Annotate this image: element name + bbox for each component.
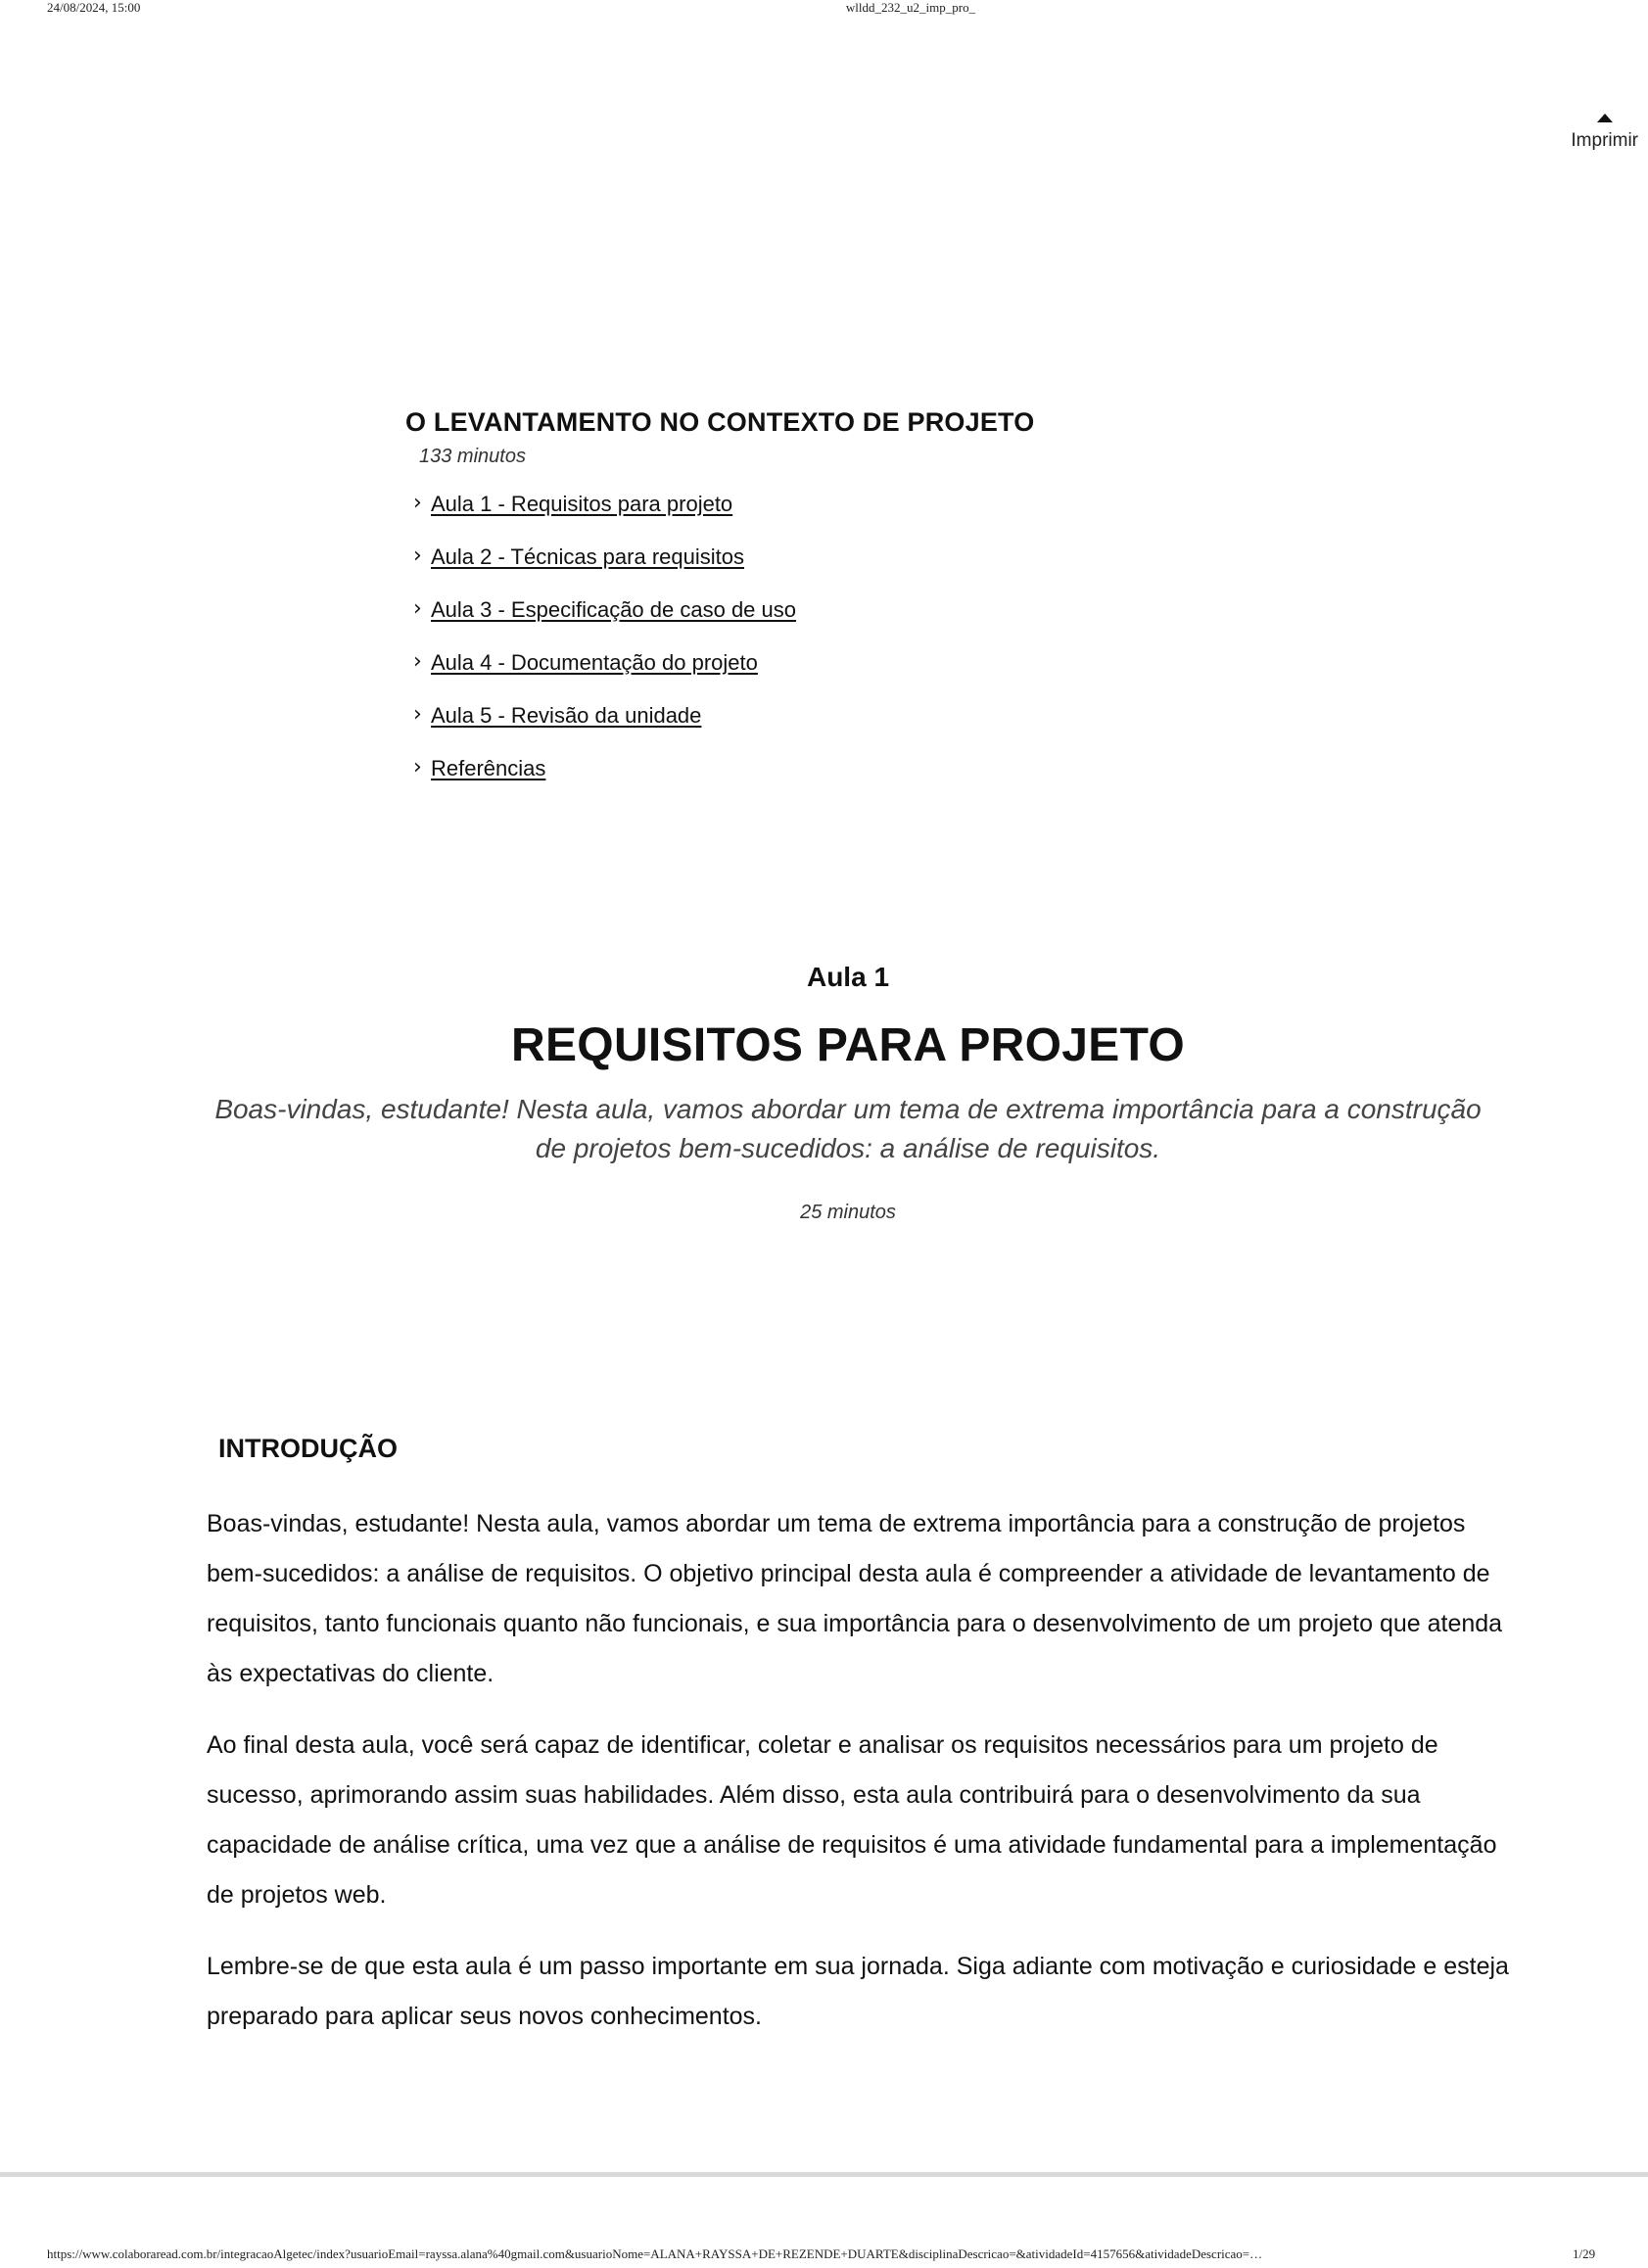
list-item bbox=[413, 650, 1287, 703]
chevron-right-icon: › bbox=[413, 596, 422, 621]
chevron-right-icon: › bbox=[413, 702, 422, 727]
introduction-heading: INTRODUÇÃO bbox=[218, 1434, 398, 1463]
chevron-right-icon: › bbox=[413, 491, 422, 515]
lesson-subtitle-line-2: de projetos bem-sucedidos: a análise de requisitos. bbox=[535, 1133, 1161, 1163]
unit-duration: 133 minutos bbox=[419, 446, 526, 467]
link-referencias[interactable]: Referências bbox=[431, 756, 546, 780]
list-item bbox=[413, 492, 1287, 544]
page-number: 1/29 bbox=[1573, 2246, 1596, 2261]
print-header bbox=[0, 0, 1648, 22]
triangle-up-icon bbox=[1597, 114, 1613, 122]
list-item bbox=[413, 544, 1287, 597]
unit-title: O LEVANTAMENTO NO CONTEXTO DE PROJETO bbox=[405, 407, 1035, 437]
chevron-right-icon: › bbox=[413, 543, 422, 568]
link-aula-5[interactable]: Aula 5 - Revisão da unidade bbox=[431, 703, 702, 728]
lesson-header bbox=[196, 962, 1500, 1224]
lesson-title: REQUISITOS PARA PROJETO bbox=[511, 1019, 1185, 1071]
list-item bbox=[413, 756, 1287, 809]
print-date: 24/08/2024, 15:00 bbox=[47, 0, 141, 15]
link-aula-2[interactable]: Aula 2 - Técnicas para requisitos bbox=[431, 544, 744, 569]
link-aula-3[interactable]: Aula 3 - Especificação de caso de uso bbox=[431, 597, 797, 622]
introduction-paragraph-3: Lembre-se de que esta aula é um passo importante em sua jornada. Siga adiante com motivação e curiosidade e esteja preparado para aplicar seus novos conhecimentos. bbox=[207, 1953, 1509, 2030]
introduction-section bbox=[207, 1434, 1509, 2042]
chevron-right-icon: › bbox=[413, 755, 422, 780]
unit-lesson-list bbox=[413, 492, 1287, 809]
introduction-paragraph-1: Boas-vindas, estudante! Nesta aula, vamos abordar um tema de extrema importância para a construção de projetos bem-sucedidos: a análise de requisitos. O objetivo principal desta aula é compreender a atividade de levantamento de requisitos, tanto funcionais quanto não funcionais, e sua importância para o desenvolvimento de um projeto que atenda às expectativas do cliente. bbox=[207, 1510, 1503, 1687]
lesson-subtitle bbox=[196, 1090, 1500, 1168]
print-url: https://www.colaboraread.com.br/integracaoAlgetec/index?usuarioEmail=rayssa.alana%40gmail.com&usuarioNome=ALANA+RAYSSA+DE+REZENDE+DUARTE&disciplinaDescricao=&atividadeId=4157656&atividadeDescricao=… bbox=[47, 2246, 1263, 2261]
lesson-duration: 25 minutos bbox=[800, 1202, 896, 1223]
link-aula-4[interactable]: Aula 4 - Documentação do projeto bbox=[431, 650, 758, 675]
print-footer bbox=[0, 2246, 1648, 2268]
unit-summary bbox=[405, 407, 1287, 809]
introduction-paragraph-2: Ao final desta aula, você será capaz de identificar, coletar e analisar os requisitos necessários para um projeto de sucesso, aprimorando assim suas habilidades. Além disso, esta aula contribuirá para o desenvolvimento da sua capacidade de análise crítica, uma vez que a análise de requisitos é uma atividade fundamental para a implementação de projetos web. bbox=[207, 1731, 1497, 1909]
print-button[interactable] bbox=[1511, 114, 1638, 152]
print-document-title: wlldd_232_u2_imp_pro_ bbox=[845, 0, 976, 15]
footer-divider bbox=[0, 2172, 1648, 2177]
link-aula-1[interactable]: Aula 1 - Requisitos para projeto bbox=[431, 492, 733, 516]
lesson-label: Aula 1 bbox=[806, 962, 890, 992]
list-item bbox=[413, 597, 1287, 650]
print-button-label: Imprimir bbox=[1571, 130, 1638, 151]
list-item bbox=[413, 703, 1287, 756]
chevron-right-icon: › bbox=[413, 649, 422, 674]
lesson-subtitle-line-1: Boas-vindas, estudante! Nesta aula, vamos abordar um tema de extrema importância para a construção bbox=[214, 1094, 1482, 1124]
